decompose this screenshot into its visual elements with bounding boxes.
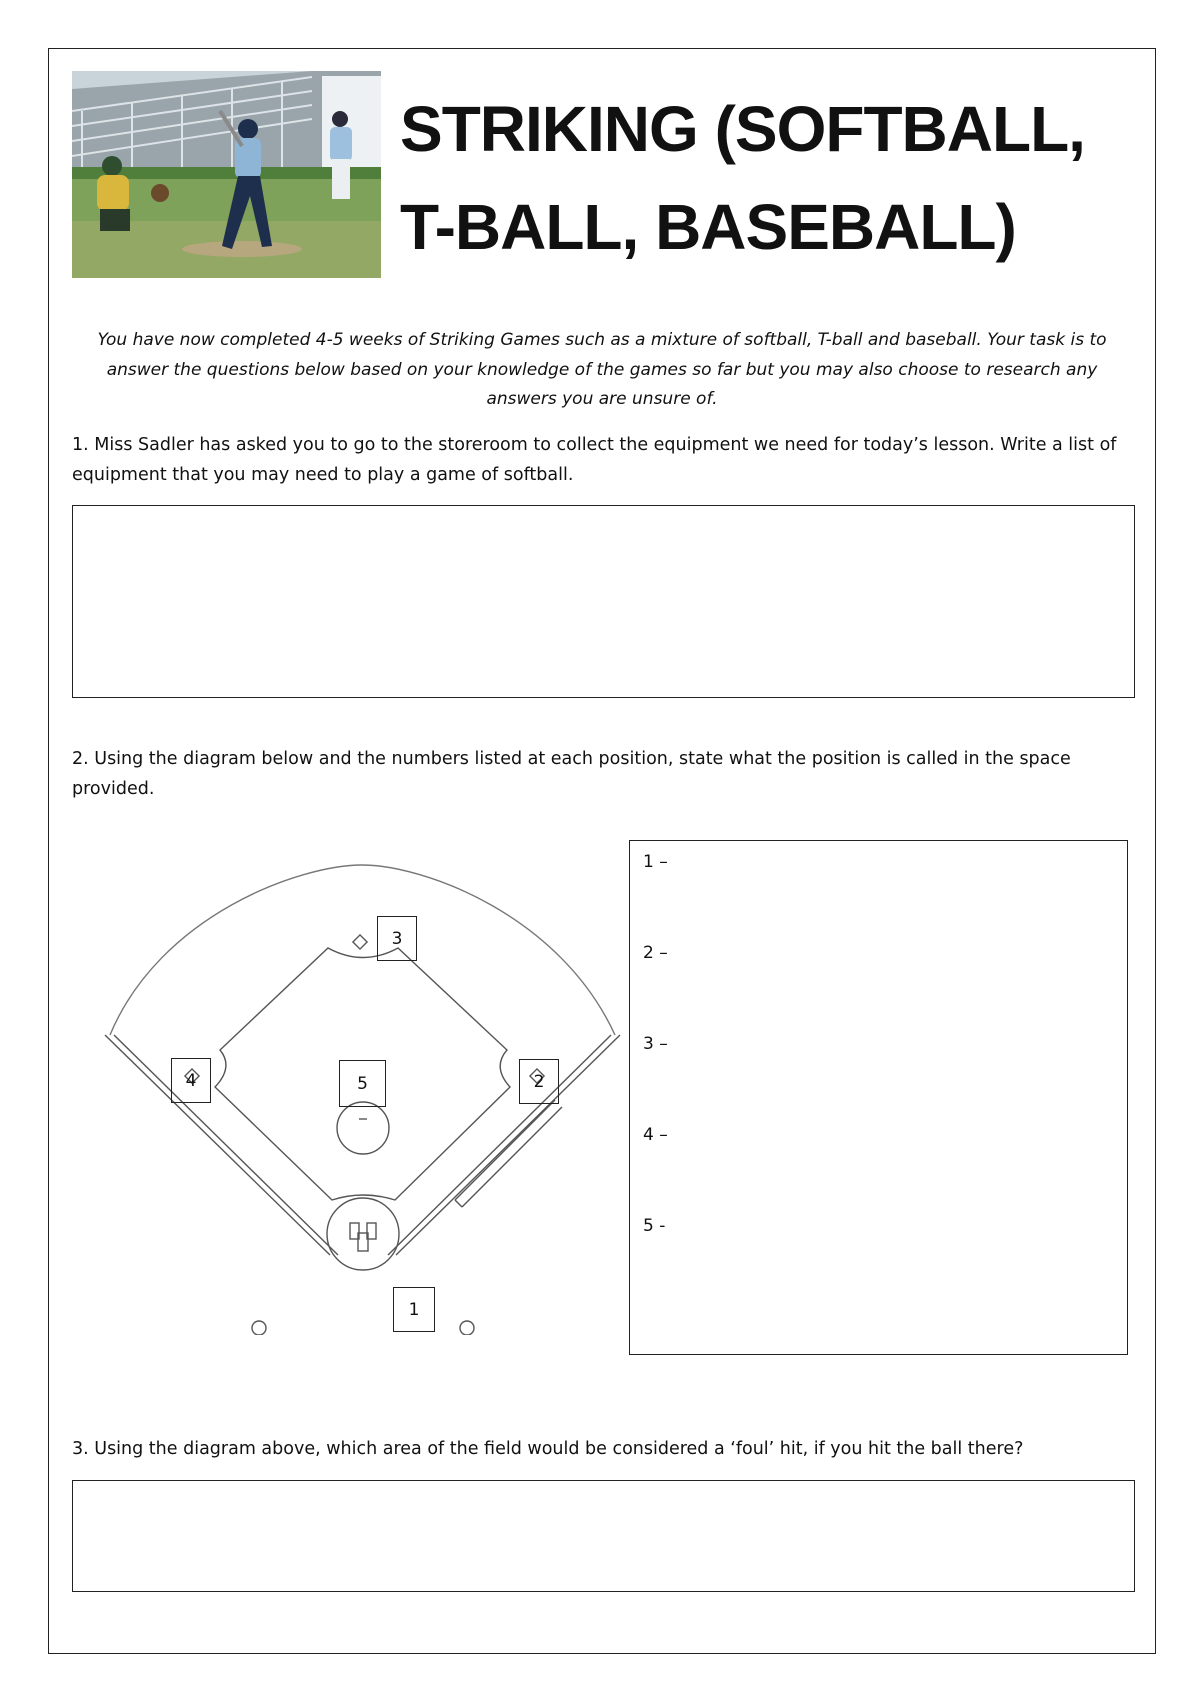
title-line-2: T-BALL, BASEBALL): [400, 191, 1016, 263]
question-2: 2. Using the diagram below and the numbers listed at each position, state what the position is called in the space provided.: [72, 749, 1071, 799]
marker-2: 2: [519, 1059, 559, 1104]
intro-text: You have now completed 4-5 weeks of Striking Games such as a mixture of softball, T-ball and baseball. Your task is to answer the questions below based on your knowledge of the games so far but you may also choose to research any answers you are unsure of.: [97, 330, 1107, 409]
position-slot-1: 1 –: [643, 852, 668, 872]
position-slot-5: 5 -: [643, 1216, 666, 1236]
answer-box-1[interactable]: [72, 505, 1135, 698]
marker-4: 4: [171, 1058, 211, 1103]
positions-answer-box[interactable]: [629, 840, 1128, 1355]
batter-photo: [72, 71, 381, 278]
title-line-1: STRIKING (SOFTBALL,: [400, 93, 1085, 165]
question-3: 3. Using the diagram above, which area of the field would be considered a ‘foul’ hit, if you hit the ball there?: [72, 1439, 1024, 1459]
page-title: [400, 80, 1140, 276]
position-slot-2: 2 –: [643, 943, 668, 963]
position-slot-4: 4 –: [643, 1125, 668, 1145]
marker-1: 1: [393, 1287, 435, 1332]
position-slot-3: 3 –: [643, 1034, 668, 1054]
question-1: 1. Miss Sadler has asked you to go to the storeroom to collect the equipment we need for today’s lesson. Write a list of equipment that you may need to play a game of softball.: [72, 435, 1117, 485]
marker-5: 5: [339, 1060, 386, 1107]
marker-3: 3: [377, 916, 417, 961]
answer-box-3[interactable]: [72, 1480, 1135, 1592]
